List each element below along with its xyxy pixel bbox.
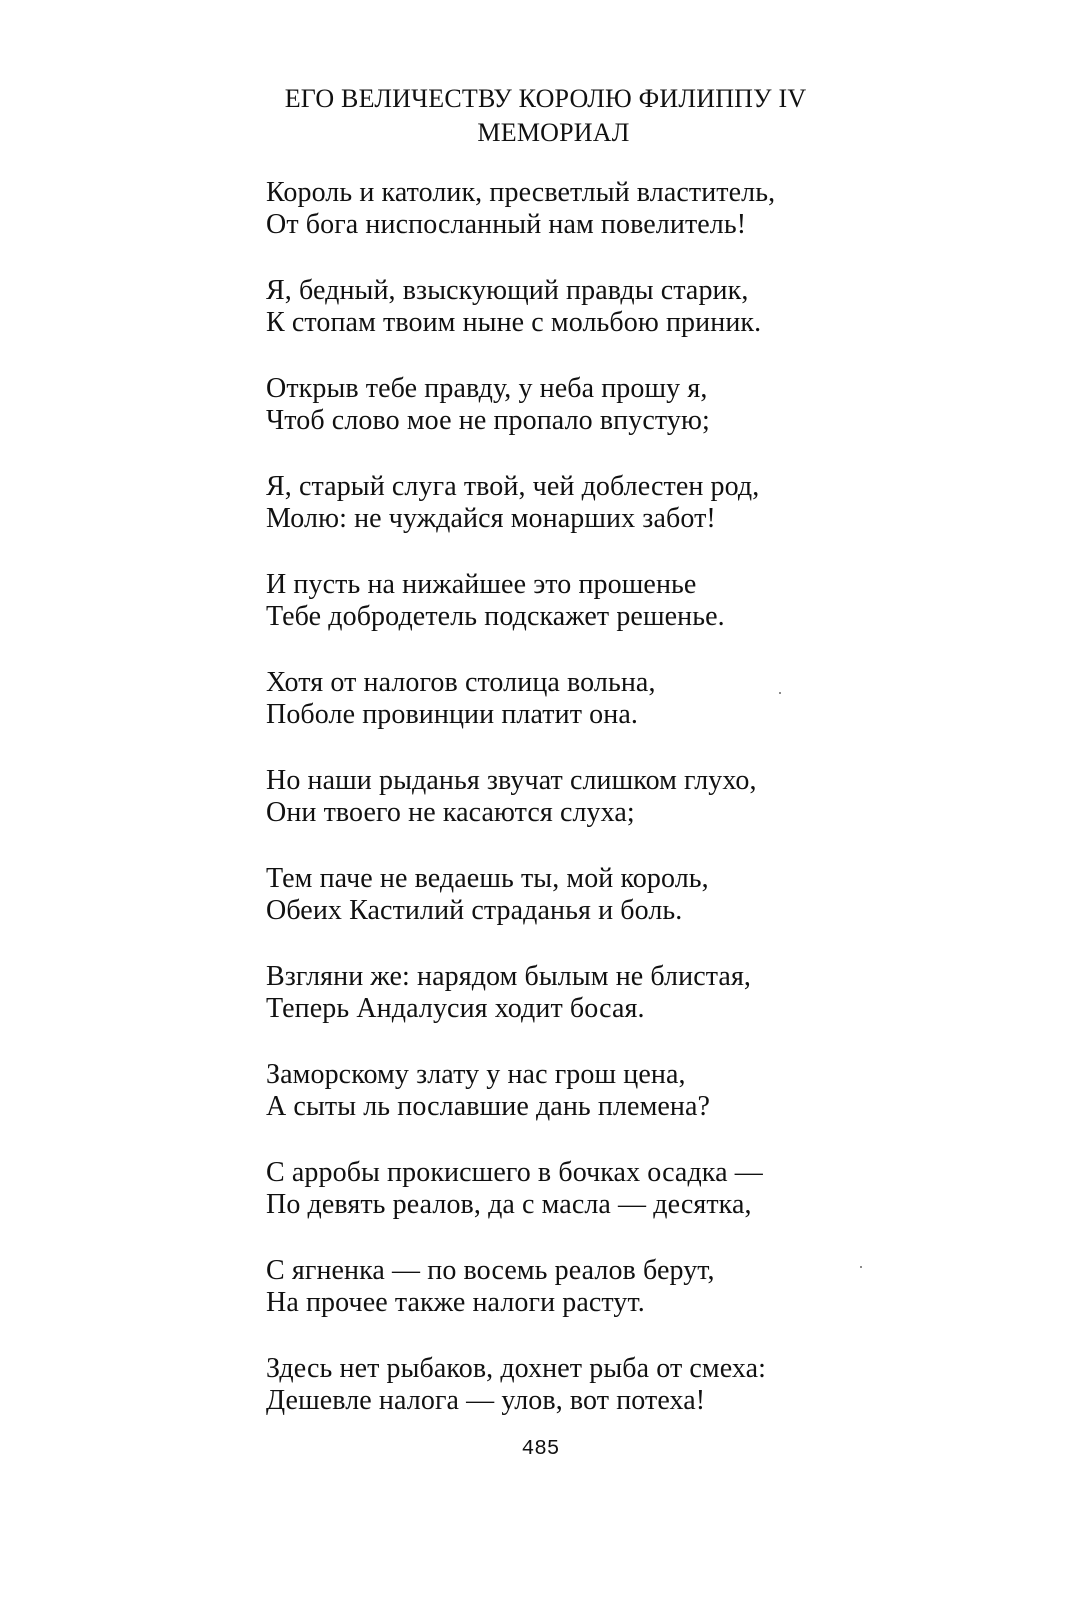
- verse-line: Теперь Андалусия ходит босая.: [266, 993, 645, 1024]
- stanza: [266, 961, 1026, 1059]
- verse-line: Дешевле налога — улов, вот потеха!: [266, 1385, 706, 1416]
- verse-line: Я, старый слуга твой, чей доблестен род,: [266, 471, 760, 502]
- verse-line: С ягненка — по восемь реалов берут,: [266, 1255, 715, 1286]
- verse-line: И пусть на нижайшее это прошенье: [266, 569, 697, 600]
- verse-line: По девять реалов, да с масла — десятка,: [266, 1189, 752, 1220]
- stanza: [266, 667, 1026, 765]
- stanza: [266, 471, 1026, 569]
- verse-line: А сыты ль пославшие дань племена?: [266, 1091, 711, 1122]
- verse-line: Взгляни же: нарядом былым не блистая,: [266, 961, 752, 992]
- page-number: 485: [521, 1438, 560, 1461]
- stanza: [266, 275, 1026, 373]
- verse-line: К стопам твоим ныне с мольбою приник.: [266, 307, 762, 338]
- verse-line: С арробы прокисшего в бочках осадка —: [266, 1157, 763, 1188]
- verse-line: Тебе добродетель подскажет решенье.: [266, 601, 725, 632]
- verse-line: Тем паче не ведаешь ты, мой король,: [266, 863, 709, 894]
- verse-line: Они твоего не касаются слуха;: [266, 797, 635, 828]
- stanza: [266, 1157, 1026, 1255]
- verse-line: Поболе провинции платит она.: [266, 699, 638, 730]
- stanza: [266, 1059, 1026, 1157]
- verse-line: Обеих Кастилий страданья и боль.: [266, 895, 683, 926]
- verse-line: Чтоб слово мое не пропало впустую;: [266, 405, 710, 436]
- scan-speck: [860, 1266, 862, 1268]
- stanza: [266, 569, 1026, 667]
- verse-line: Открыв тебе правду, у неба прошу я,: [266, 373, 708, 404]
- poem-dedication: ЕГО ВЕЛИЧЕСТВУ КОРОЛЮ ФИЛИППУ IV: [284, 84, 807, 113]
- verse-line: Хотя от налогов столица вольна,: [266, 667, 656, 698]
- verse-line: Король и католик, пресветлый властитель,: [266, 177, 776, 208]
- stanza: [266, 177, 1026, 275]
- scan-speck: [779, 692, 781, 694]
- stanza: [266, 765, 1026, 863]
- poem-body: [266, 177, 1026, 1451]
- verse-line: Здесь нет рыбаков, дохнет рыба от смеха:: [266, 1353, 767, 1384]
- stanza: [266, 1353, 1026, 1451]
- verse-line: От бога ниспосланный нам повелитель!: [266, 209, 747, 240]
- verse-line: Заморскому злату у нас грош цена,: [266, 1059, 686, 1090]
- stanza: [266, 373, 1026, 471]
- verse-line: Молю: не чуждайся монарших забот!: [266, 503, 716, 534]
- verse-line: Но наши рыданья звучат слишком глухо,: [266, 765, 757, 796]
- verse-line: Я, бедный, взыскующий правды старик,: [266, 275, 749, 306]
- verse-line: На прочее также налоги растут.: [266, 1287, 645, 1318]
- stanza: [266, 1255, 1026, 1353]
- poem-title: МЕМОРИАЛ: [477, 118, 630, 147]
- stanza: [266, 863, 1026, 961]
